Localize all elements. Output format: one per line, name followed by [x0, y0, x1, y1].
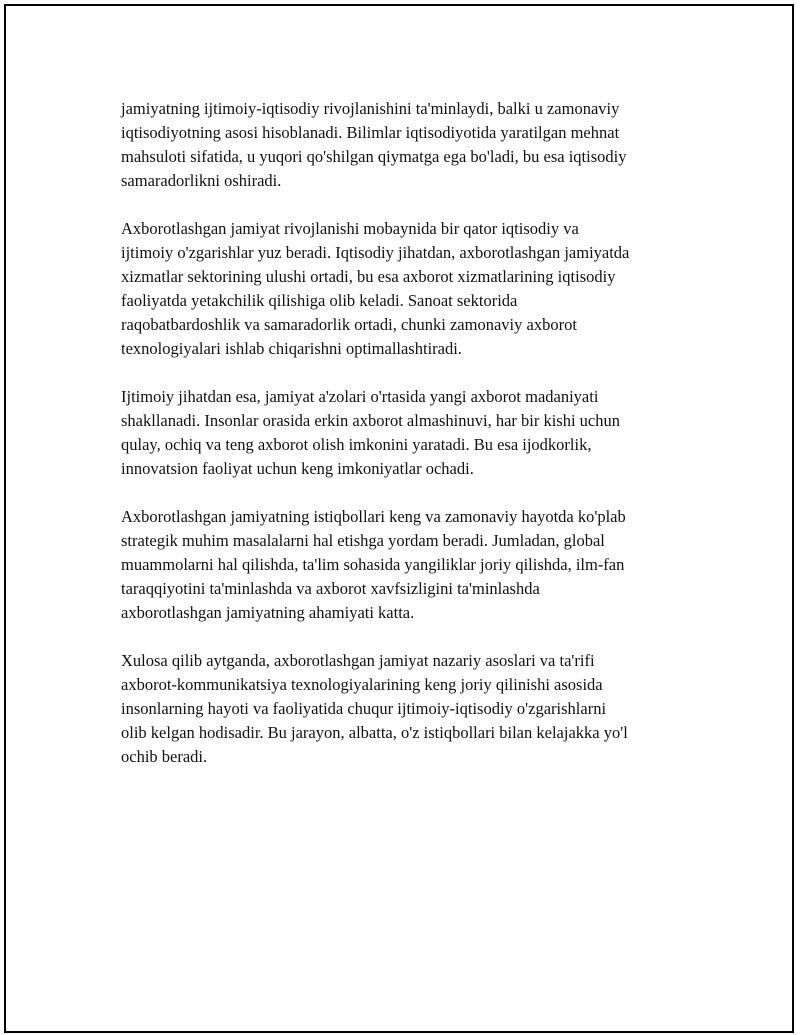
paragraph-2: Axborotlashgan jamiyat rivojlanishi mobaynida bir qator iqtisodiy va ijtimoiy o'zgarishlar yuz beradi. Iqtisodiy jihatdan, axborotlashgan jamiyatda xizmatlar sektorining ulushi ortadi, bu esa axborot xizmatlarining iqtisodiy faoliyatda yetakchilik qilishiga olib keladi. Sanoat sektorida raqobatbardoshlik va samaradorlik ortadi, chunki zamonaviy axborot texnologiyalari ishlab chiqarishni optimallashtiradi. [121, 219, 630, 358]
paragraph-3: Ijtimoiy jihatdan esa, jamiyat a'zolari o'rtasida yangi axborot madaniyati shakllanadi. Insonlar orasida erkin axborot almashinuvi, har bir kishi uchun qulay, ochiq va teng axborot olish imkonini yaratadi. Bu esa ijodkorlik, innovatsion faoliyat uchun keng imkoniyatlar ochadi. [121, 387, 621, 478]
page-border [4, 4, 794, 1033]
paragraph-5: Xulosa qilib aytganda, axborotlashgan jamiyat nazariy asoslari va ta'rifi axborot-kommunikatsiya texnologiyalarining keng joriy qilinishi asosida insonlarning hayoti va faoliyatida chuqur ijtimoiy-iqtisodiy o'zgarishlarni olib kelgan hodisadir. Bu jarayon, albatta, o'z istiqbollari bilan kelajakka yo'l ochib beradi. [121, 651, 628, 766]
paragraph-4: Axborotlashgan jamiyatning istiqbollari keng va zamonaviy hayotda ko'plab strategik muhim masalalarni hal etishga yordam beradi. Jumladan, global muammolarni hal qilishda, ta'lim sohasida yangiliklar joriy qilishda, ilm-fan taraqqiyotini ta'minlashda va axborot xavfsizligini ta'minlashda axborotlashgan jamiyatning ahamiyati katta. [121, 507, 626, 622]
document-body [121, 97, 721, 793]
paragraph-1: jamiyatning ijtimoiy-iqtisodiy rivojlanishini ta'minlaydi, balki u zamonaviy iqtisodiyotning asosi hisoblanadi. Bilimlar iqtisodiyotida yaratilgan mehnat mahsuloti sifatida, u yuqori qo'shilgan qiymatga ega bo'ladi, bu esa iqtisodiy samaradorlikni oshiradi. [121, 99, 627, 190]
